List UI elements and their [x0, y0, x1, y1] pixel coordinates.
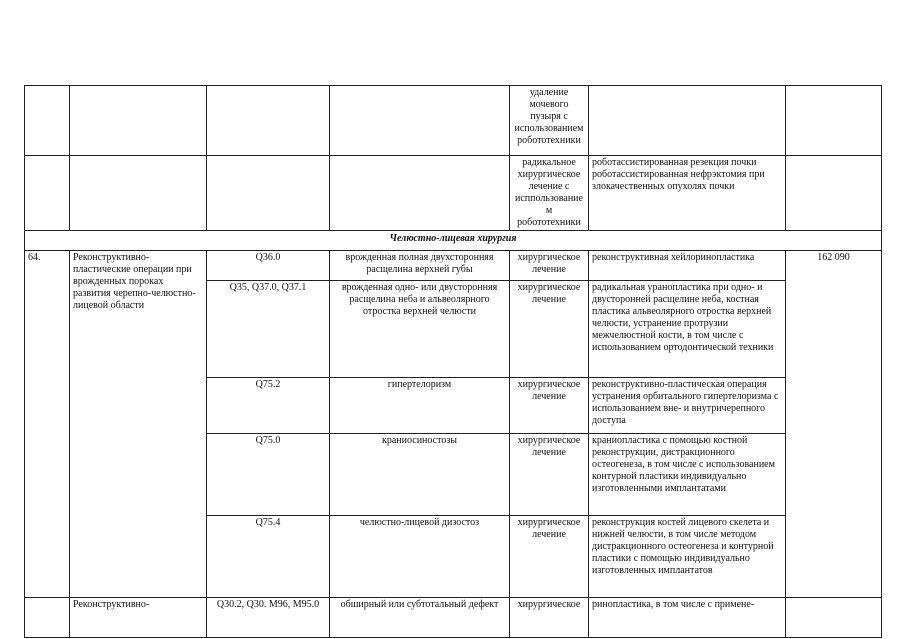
- treatment-type: хирургическое лечение: [510, 516, 589, 598]
- treatment-table: [24, 85, 882, 638]
- table-row: [25, 251, 882, 281]
- treatment-type: хирургическое лечение: [510, 434, 589, 516]
- table-row: [25, 86, 882, 156]
- treatment-type: хирургическое лечение: [510, 281, 589, 378]
- diagnosis: врожденная полная двухсторонняя расщелина верхней губы: [330, 251, 510, 281]
- method: краниопластика с помощью костной реконструкции, дистракционного остеогенеза, в том числе с использованием контурной пластики индивидуально изготовленными имплантатами: [589, 434, 786, 516]
- icd-codes: Q75.2: [207, 378, 330, 434]
- section-row: [25, 231, 882, 251]
- section-title: Челюстно-лицевая хирургия: [25, 231, 882, 251]
- row-number: 64.: [25, 251, 70, 598]
- diagnosis: краниосиностозы: [330, 434, 510, 516]
- cost: 162 090: [786, 251, 882, 598]
- method: реконструкция костей лицевого скелета и нижней челюсти, в том числе методом дистракционного остеогенеза и контурной пластики с помощью индивидуально изготовленных имплантатов: [589, 516, 786, 598]
- intervention-name: Реконструктивно-: [70, 598, 207, 638]
- table-row: [25, 156, 882, 231]
- diagnosis: врожденная одно- или двусторонняя расщелина неба и альвеолярного отростка верхней челюсти: [330, 281, 510, 378]
- method-cell: [589, 86, 786, 156]
- intervention-name: Реконструктивно-пластические операции при врожденных пороках развития черепно-челюстно-лицевой области: [70, 251, 207, 598]
- treatment-cell: радикальное хирургическое лечение с исппользованием робототехники: [510, 156, 589, 231]
- method: реконструктивная хейлоринопластика: [589, 251, 786, 281]
- treatment-type: хирургическое лечение: [510, 378, 589, 434]
- icd-codes: Q75.0: [207, 434, 330, 516]
- treatment-type: хирургическое лечение: [510, 251, 589, 281]
- method: реконструктивно-пластическая операция устранения орбитального гипертелоризма с использованием вне- и внутричерепного доступа: [589, 378, 786, 434]
- icd-codes: Q75.4: [207, 516, 330, 598]
- table-row: [25, 598, 882, 638]
- icd-codes: Q30.2, Q30. M96, M95.0: [207, 598, 330, 638]
- diagnosis: гипертелоризм: [330, 378, 510, 434]
- diagnosis: челюстно-лицевой дизостоз: [330, 516, 510, 598]
- treatment-cell: удаление мочевого пузыря с использованием робототехники: [510, 86, 589, 156]
- icd-codes: Q36.0: [207, 251, 330, 281]
- method: ринопластика, в том числе с примене-: [589, 598, 786, 638]
- method-cell: роботассистированная резекция почки роботассистированная нефрэктомия при злокачественных опухолях почки: [589, 156, 786, 231]
- document-page: [24, 85, 881, 610]
- icd-codes: Q35, Q37.0, Q37.1: [207, 281, 330, 378]
- diagnosis: обширный или субтотальный дефект: [330, 598, 510, 638]
- method: радикальная уранопластика при одно- и двусторонней расщелине неба, костная пластика альвеолярного отростка верхней челюсти, устранение протрузии межчелюстной кости, в том числе с использованием ортодонтической техники: [589, 281, 786, 378]
- treatment-type: хирургическое: [510, 598, 589, 638]
